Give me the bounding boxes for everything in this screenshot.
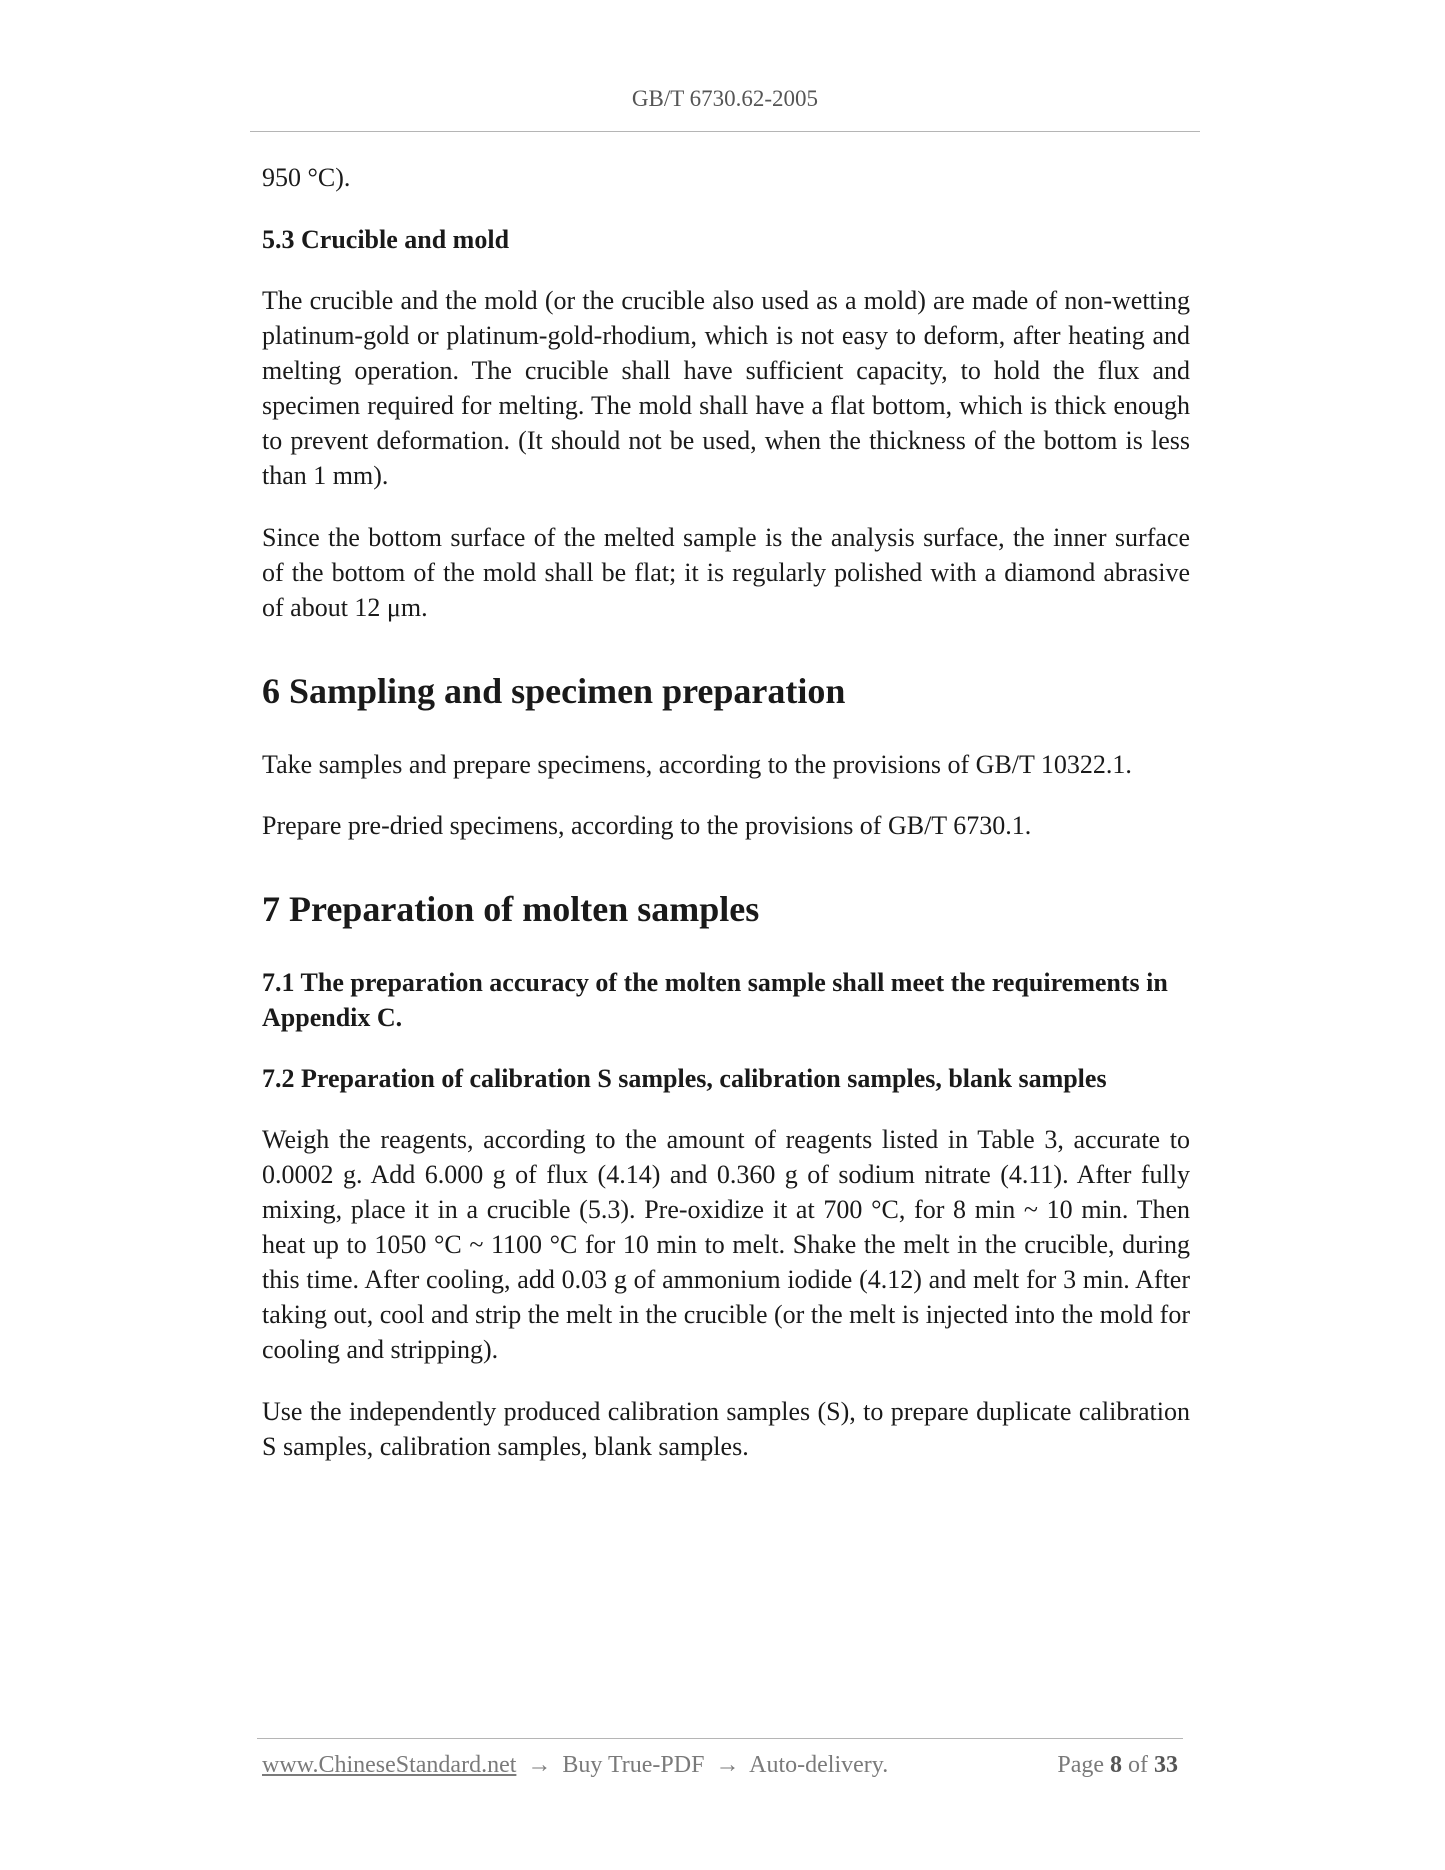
section-6-paragraph-1: Take samples and prepare specimens, according to the provisions of GB/T 10322.1. (262, 750, 1132, 779)
total-pages: 33 (1154, 1752, 1178, 1778)
buy-text: Buy True-PDF (562, 1752, 705, 1778)
arrow-right-icon: → (715, 1752, 740, 1778)
section-7-heading: 7 Preparation of molten samples (262, 889, 760, 929)
section-5-3-paragraph-1: The crucible and the mold (or the crucible also used as a mold) are made of non-wetting platinum-gold or platinum-gold-rhodium, which is not easy to deform, after heating and melting operation. The crucible shall have sufficient capacity, to hold the flux and specimen required for melting. The mold shall have a flat bottom, which is thick enough to prevent deformation. (It should not be used, when the thickness of the bottom is less than 1 mm). (262, 286, 1190, 490)
section-6-paragraph-2: Prepare pre-dried specimens, according to the provisions of GB/T 6730.1. (262, 811, 1032, 840)
document-body (262, 160, 1190, 1491)
site-link[interactable]: www.ChineseStandard.net (262, 1752, 517, 1778)
section-7-1-heading: 7.1 The preparation accuracy of the molten sample shall meet the requirements in Appendix C. (262, 968, 1168, 1032)
page-indicator (1057, 1752, 1178, 1779)
section-7-2-heading: 7.2 Preparation of calibration S samples, calibration samples, blank samples (262, 1064, 1107, 1093)
page-number: 8 (1110, 1752, 1122, 1778)
footer-divider (257, 1738, 1183, 1739)
of-label: of (1128, 1752, 1148, 1778)
section-5-3-heading: 5.3 Crucible and mold (262, 225, 510, 254)
paragraph-continuation: 950 °C). (262, 163, 351, 192)
section-7-2-paragraph-1: Weigh the reagents, according to the amount of reagents listed in Table 3, accurate to 0.0002 g. Add 6.000 g of flux (4.14) and 0.360 g of sodium nitrate (4.11). After fully mixing, place it in a crucible (5.3). Pre-oxidize it at 700 °C, for 8 min ~ 10 min. Then heat up to 1050 °C ~ 1100 °C for 10 min to melt. Shake the melt in the crucible, during this time. After cooling, add 0.03 g of ammonium iodide (4.12) and melt for 3 min. After taking out, cool and strip the melt in the crucible (or the melt is injected into the mold for cooling and stripping). (262, 1125, 1190, 1364)
page-footer (262, 1752, 1178, 1779)
footer-left (262, 1752, 888, 1779)
delivery-text: Auto-delivery. (749, 1752, 889, 1778)
section-6-heading: 6 Sampling and specimen preparation (262, 671, 846, 711)
header-divider (250, 131, 1200, 132)
page-header-title: GB/T 6730.62-2005 (631, 86, 819, 111)
page-label: Page (1057, 1752, 1104, 1778)
arrow-right-icon: → (527, 1752, 552, 1778)
section-7-2-paragraph-2: Use the independently produced calibration samples (S), to prepare duplicate calibration S samples, calibration samples, blank samples. (262, 1397, 1190, 1461)
section-5-3-paragraph-2: Since the bottom surface of the melted sample is the analysis surface, the inner surface of the bottom of the mold shall be flat; it is regularly polished with a diamond abrasive of about 12 μm. (262, 523, 1190, 622)
